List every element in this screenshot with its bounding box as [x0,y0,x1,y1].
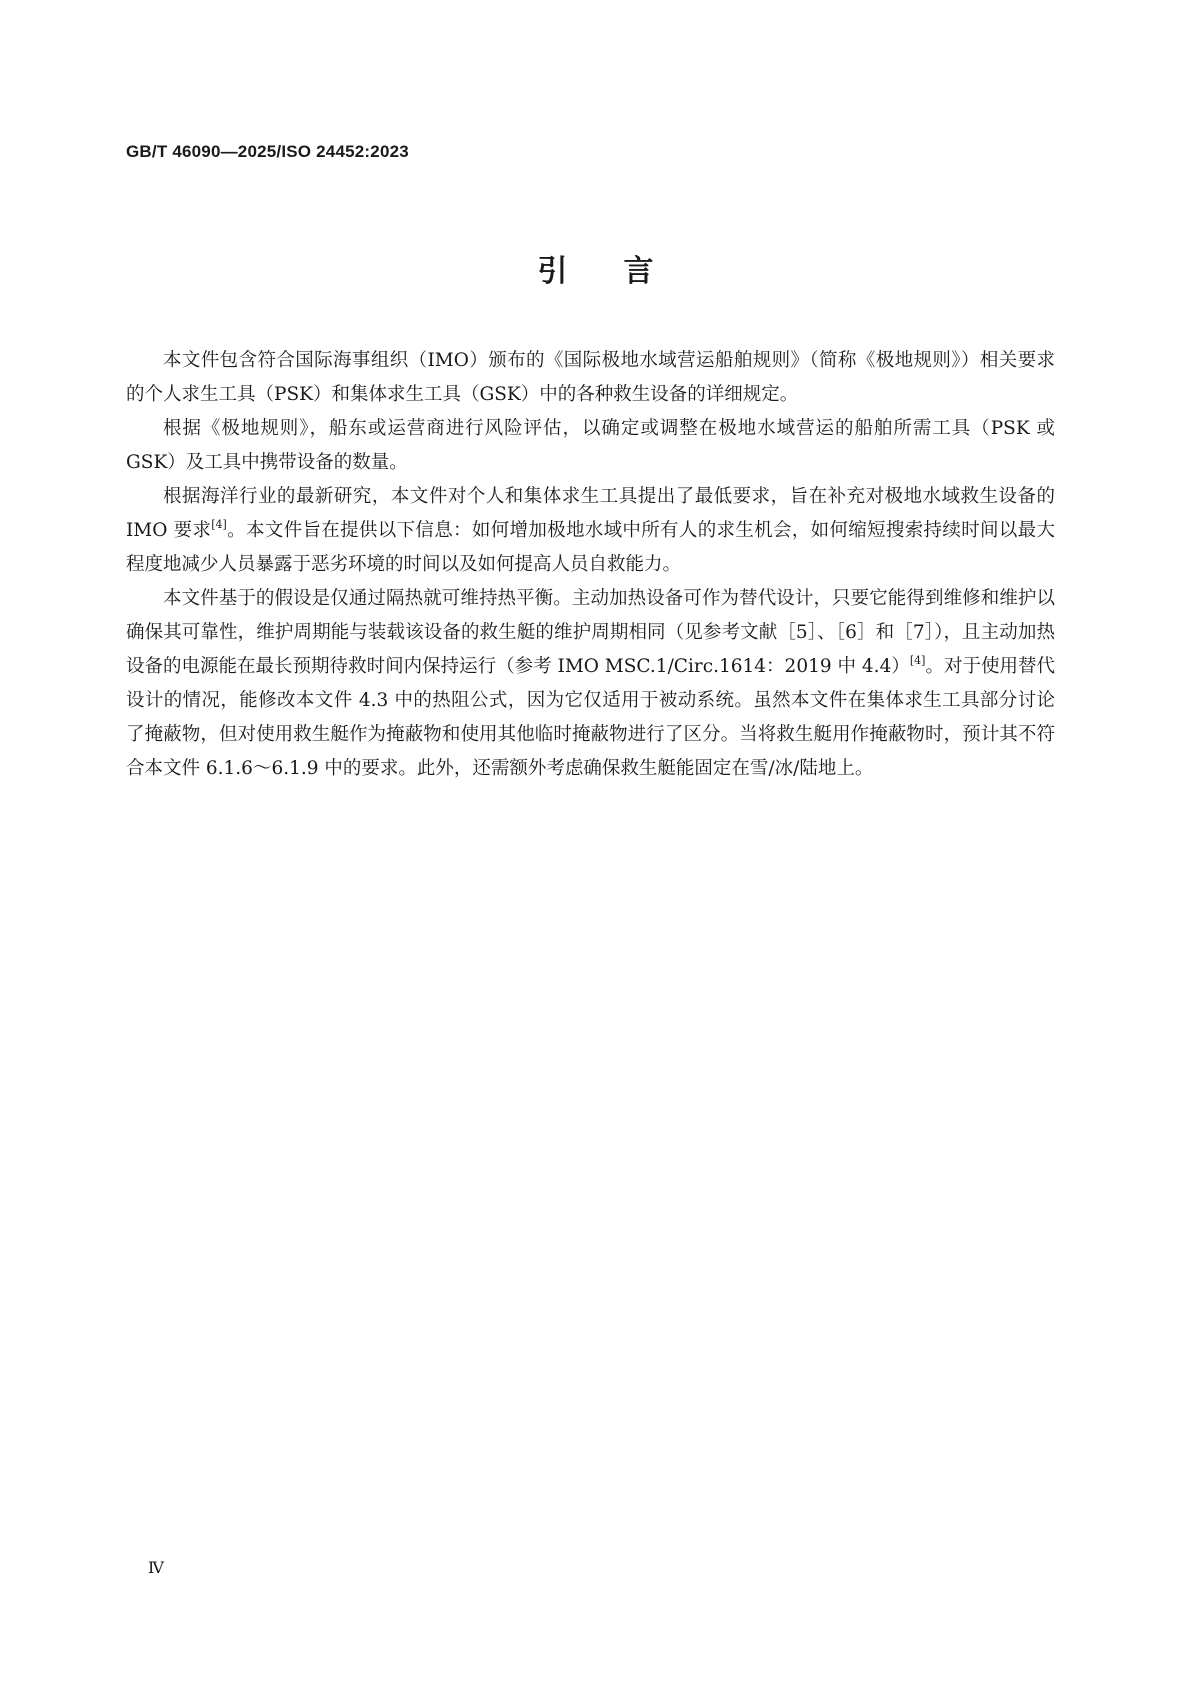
introduction-body [126,344,1055,786]
page-number: Ⅳ [148,1558,164,1577]
paragraph-3-text-a: 根据海洋行业的最新研究，本文件对个人和集体求生工具提出了最低要求，旨在补充对极地水域救生设备的 IMO 要求 [126,486,1055,541]
paragraph-3 [126,480,1055,582]
page-title: 引言 [537,254,710,289]
paragraph-1: 本文件包含符合国际海事组织（IMO）颁布的《国际极地水域营运船舶规则》（简称《极地规则》）相关要求的个人求生工具（PSK）和集体求生工具（GSK）中的各种救生设备的详细规定。 [126,350,1055,405]
paragraph-3-text-b: 。本文件旨在提供以下信息：如何增加极地水域中所有人的求生机会，如何缩短搜索持续时间以最大程度地减少人员暴露于恶劣环境的时间以及如何提高人员自救能力。 [126,520,1055,575]
paragraph-4 [126,582,1055,786]
paragraph-2: 根据《极地规则》，船东或运营商进行风险评估，以确定或调整在极地水域营运的船舶所需工具（PSK 或 GSK）及工具中携带设备的数量。 [126,418,1055,473]
paragraph-4-text-b: 。对于使用替代设计的情况，能修改本文件 4.3 中的热阻公式，因为它仅适用于被动系统。虽然本文件在集体求生工具部分讨论了掩蔽物，但对使用救生艇作为掩蔽物和使用其他临时掩蔽物进行了区分。当将救生艇用作掩蔽物时，预计其不符合本文件 6.1.6～6.1.9 中的要求。此外，还需额外考虑确保救生艇能固定在雪/冰/陆地上。 [126,656,1055,779]
paragraph-4-text-a: 本文件基于的假设是仅通过隔热就可维持热平衡。主动加热设备可作为替代设计，只要它能得到维修和维护以确保其可靠性，维护周期能与装载该设备的救生艇的维护周期相同（见参考文献［5］、［6］和［7］），且主动加热设备的电源能在最长预期待救时间内保持运行（参考 IMO MSC.1/Circ.1614：2019 中 4.4） [126,588,1055,677]
standard-number-header: GB/T 46090—2025/ISO 24452:2023 [126,142,409,161]
reference-citation: [4] [909,654,926,667]
reference-citation: [4] [211,518,227,531]
